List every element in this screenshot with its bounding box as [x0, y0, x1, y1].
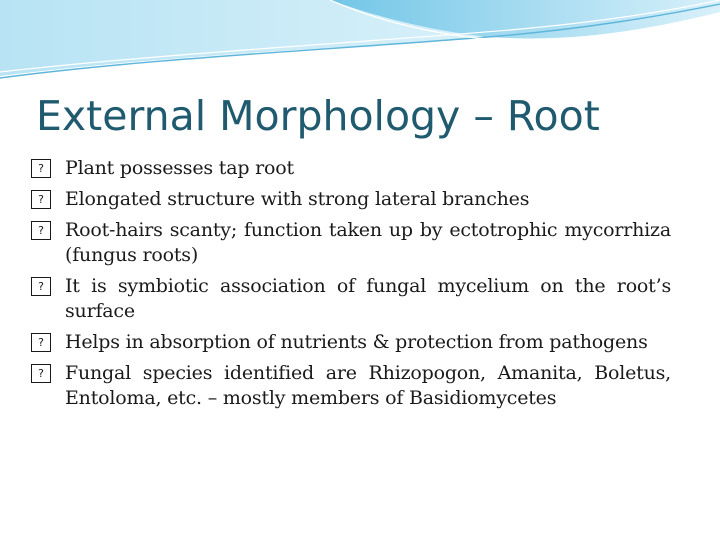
bullet-item: [30, 187, 671, 212]
bullet-text: Helps in absorption of nutrients & protection from pathogens: [65, 331, 648, 353]
bullet-item: [30, 330, 671, 355]
bullet-list: [30, 156, 671, 417]
bullet-item: [30, 274, 671, 324]
bullet-text: Fungal species identified are Rhizopogon, Amanita, Boletus, Entoloma, etc. – mostly members of Basidiomycetes: [65, 362, 671, 409]
bullet-item: [30, 361, 671, 411]
bullet-glyph-icon: ?: [31, 333, 51, 352]
bullet-text: Elongated structure with strong lateral branches: [65, 188, 530, 210]
bullet-glyph-icon: ?: [31, 190, 51, 209]
bullet-glyph-icon: ?: [31, 221, 51, 240]
bullet-glyph-icon: ?: [31, 277, 51, 296]
bullet-item: [30, 156, 671, 181]
slide-title: External Morphology – Root: [36, 92, 600, 140]
wave-header-decoration: [0, 0, 720, 85]
bullet-text: It is symbiotic association of fungal mycelium on the root’s surface: [65, 275, 671, 322]
bullet-text: Root-hairs scanty; function taken up by ectotrophic mycorrhiza (fungus roots): [65, 219, 671, 266]
bullet-glyph-icon: ?: [31, 364, 51, 383]
bullet-glyph-icon: ?: [31, 159, 51, 178]
bullet-text: Plant possesses tap root: [65, 157, 294, 179]
bullet-item: [30, 218, 671, 268]
